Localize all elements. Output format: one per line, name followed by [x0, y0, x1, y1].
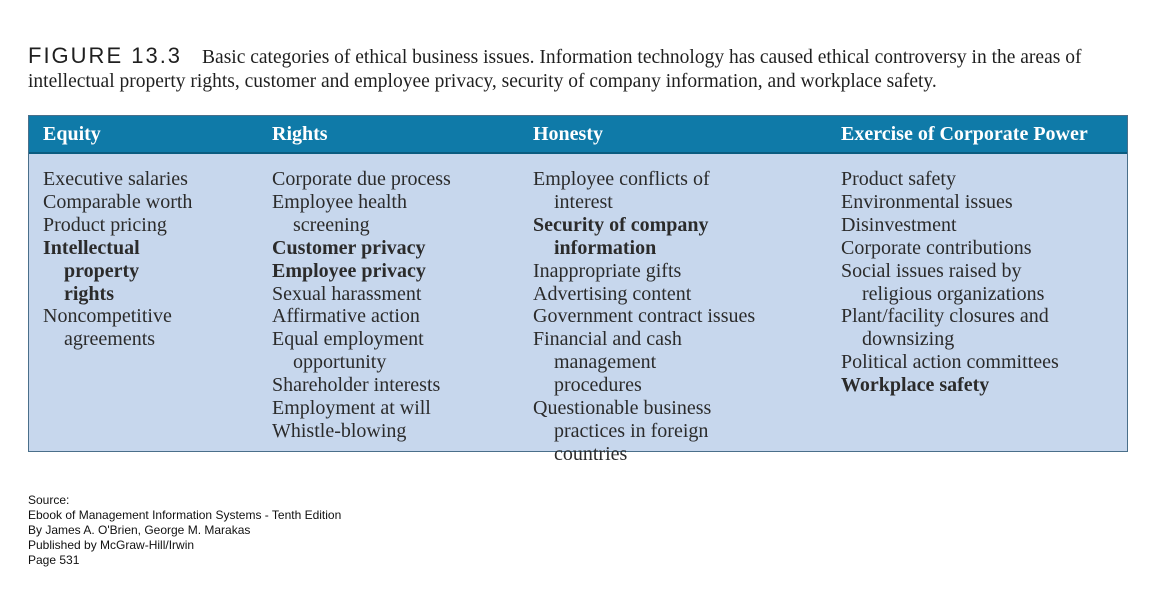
- column-equity: [43, 168, 234, 351]
- list-item: Customer privacy: [272, 236, 426, 259]
- list-item: Whistle-blowing: [272, 419, 407, 442]
- source-book-title: Ebook of Management Information Systems - Tenth Edition: [28, 508, 342, 522]
- list-item: Advertising content: [533, 282, 692, 305]
- column-honesty: [533, 168, 755, 466]
- header-exercise-of-corporate-power: Exercise of Corporate Power: [841, 123, 1088, 145]
- list-item: Financial and cash management procedures: [533, 328, 682, 397]
- column-exercise-of-corporate-power: [841, 168, 1090, 397]
- list-item: Equal employment opportunity: [272, 328, 424, 374]
- list-item: Employee privacy: [272, 259, 426, 282]
- list-item: Government contract issues: [533, 305, 756, 328]
- list-item: Political action committees: [841, 351, 1059, 374]
- list-item: Executive salaries: [43, 168, 188, 190]
- list-item: Environmental issues: [841, 190, 1013, 213]
- list-item: Workplace safety: [841, 374, 990, 397]
- list-item: Shareholder interests: [272, 374, 441, 397]
- list-item: Employment at will: [272, 397, 431, 420]
- list-item: Comparable worth: [43, 190, 193, 213]
- list-item: Disinvestment: [841, 213, 957, 236]
- list-item: Sexual harassment: [272, 282, 422, 305]
- source-authors: By James A. O'Brien, George M. Marakas: [28, 523, 251, 537]
- list-item: Social issues raised by religious organizations: [841, 259, 1045, 305]
- column-rights: [272, 168, 463, 443]
- figure-caption-text: Basic categories of ethical business issues. Information technology has caused ethical controversy in the areas of intellectual property rights, customer and employee privacy, security of company information, and workplace safety.: [28, 47, 1082, 92]
- source-citation: [28, 493, 341, 568]
- list-item: Noncompetitive agreements: [43, 305, 172, 351]
- source-page: Page 531: [28, 553, 80, 567]
- list-item: Corporate contributions: [841, 236, 1032, 259]
- list-item: Employee conflicts of interest: [533, 168, 710, 213]
- list-item: Product safety: [841, 168, 956, 190]
- list-item: Questionable business practices in foreign countries: [533, 397, 712, 465]
- header-equity: Equity: [43, 123, 101, 145]
- list-item: Security of company information: [533, 213, 709, 259]
- figure-caption: [28, 44, 1128, 94]
- header-rights: Rights: [272, 123, 328, 145]
- source-publisher: Published by McGraw-Hill/Irwin: [28, 538, 195, 552]
- list-item: Product pricing: [43, 213, 167, 236]
- ethics-issues-table: [28, 115, 1128, 465]
- table-header-row: [29, 116, 1127, 154]
- list-item: Inappropriate gifts: [533, 259, 682, 282]
- list-item: Employee health screening: [272, 190, 407, 236]
- figure-label: FIGURE 13.3: [28, 43, 183, 68]
- header-honesty: Honesty: [533, 123, 603, 145]
- list-item: Affirmative action: [272, 305, 420, 328]
- list-item: Corporate due process: [272, 168, 451, 190]
- list-item: Plant/facility closures and downsizing: [841, 305, 1049, 351]
- source-label: Source:: [28, 493, 70, 507]
- list-item: Intellectual property rights: [43, 236, 140, 305]
